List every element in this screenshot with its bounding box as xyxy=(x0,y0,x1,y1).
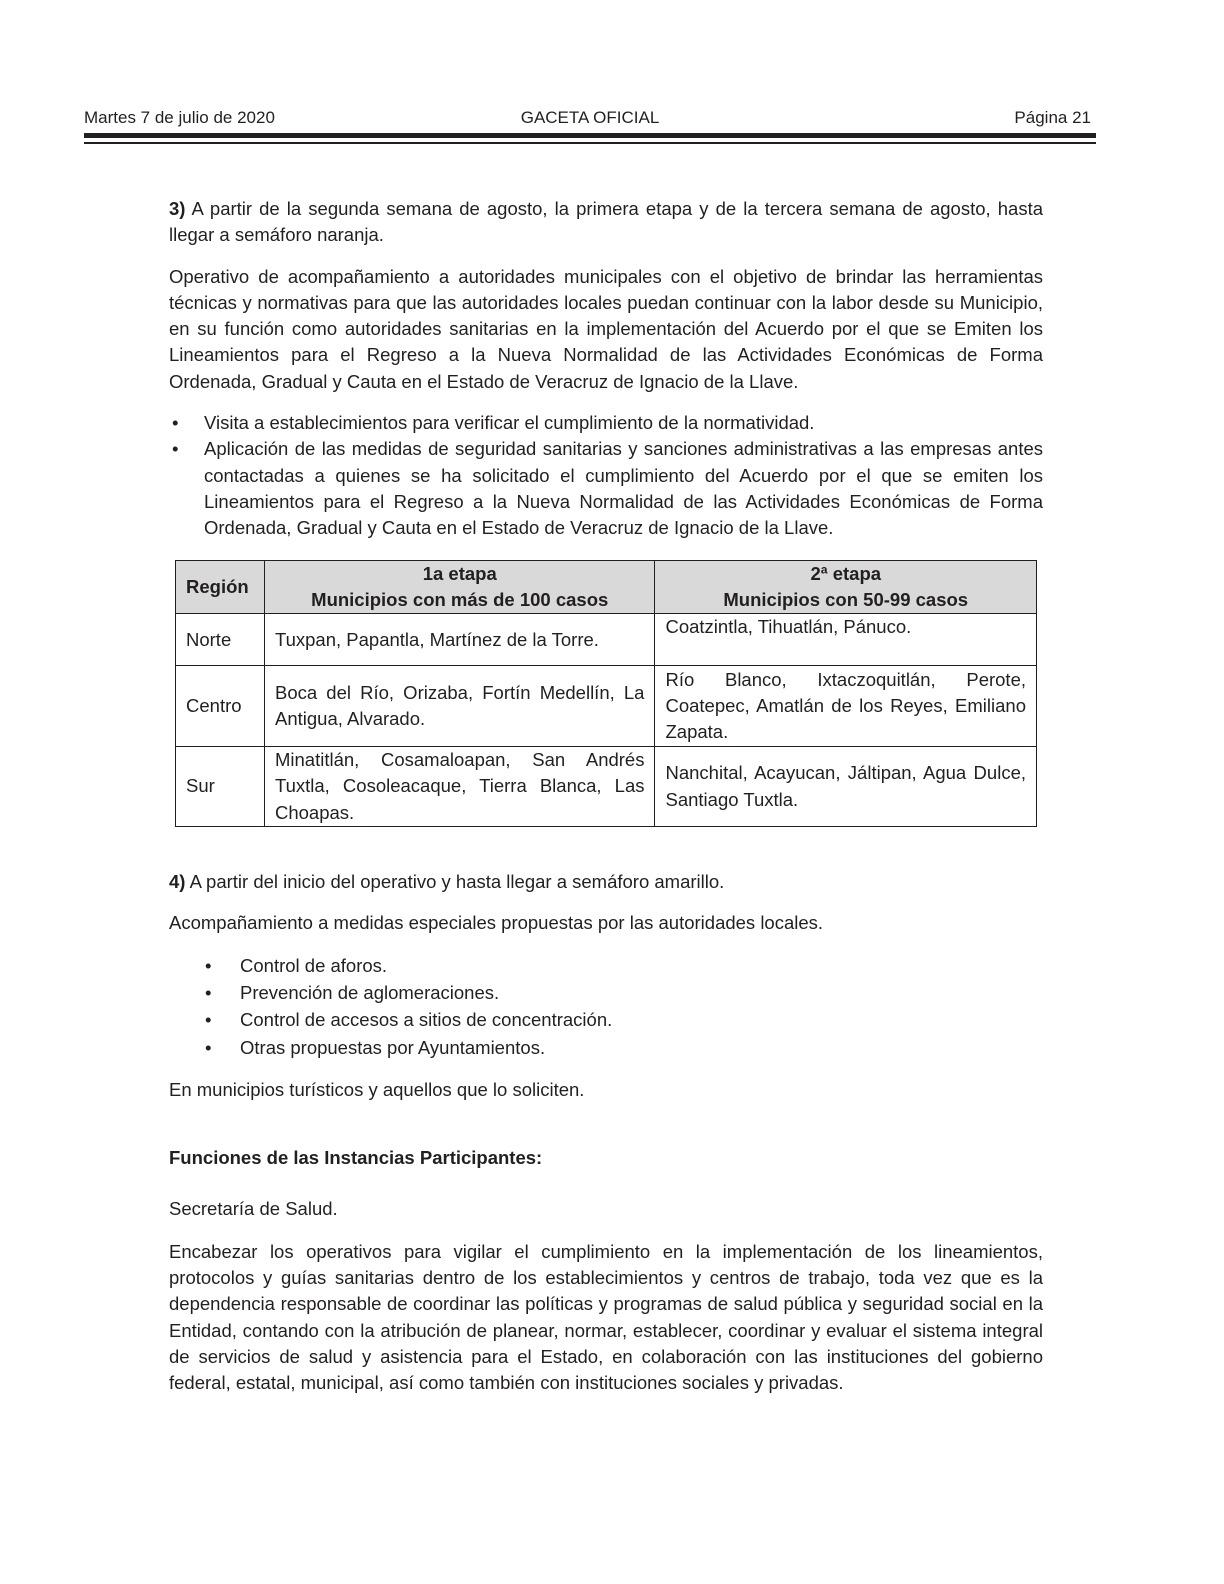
table-header-region: Región xyxy=(176,560,265,614)
table-header-stage-2 xyxy=(655,560,1037,614)
bullet-icon: • xyxy=(172,438,179,460)
list-item-text: Otras propuestas por Ayuntamientos. xyxy=(240,1036,546,1058)
stage-2-title: 2ª etapa xyxy=(810,562,882,584)
list-item xyxy=(169,980,1043,1006)
section-4-bullet-list xyxy=(169,953,1043,1061)
table-cell-stage-2: Río Blanco, Ixtaczoquitlán, Perote, Coatepec, Amatlán de los Reyes, Emiliano Zapata. xyxy=(655,666,1037,747)
regions-table xyxy=(175,560,1037,827)
header-title: GACETA OFICIAL xyxy=(520,108,660,127)
table-cell-stage-1: Boca del Río, Orizaba, Fortín Medellín, La Antigua, Alvarado. xyxy=(264,666,655,747)
section-4-number: 4) xyxy=(169,871,186,893)
page-header xyxy=(84,108,1096,132)
list-item-text: Visita a establecimientos para verificar el cumplimiento de la normatividad. xyxy=(204,412,815,434)
functions-heading-text: Funciones de las Instancias Participantes: xyxy=(169,1147,543,1169)
header-rule-thick xyxy=(84,133,1096,138)
section-3-lead-text: A partir de la segunda semana de agosto, la primera etapa y de la tercera semana de agosto, hasta llegar a semáforo naranja. xyxy=(169,198,1043,246)
section-3-number: 3) xyxy=(169,198,186,219)
bullet-icon: • xyxy=(205,1036,212,1058)
page-content xyxy=(169,196,1043,1397)
table-row xyxy=(176,614,1037,666)
table-cell-region: Sur xyxy=(176,747,265,827)
list-item-text: Control de accesos a sitios de concentración. xyxy=(240,1009,613,1031)
section-3-lead xyxy=(169,196,1043,249)
section-3-bullet-list xyxy=(169,410,1043,541)
section-3-paragraph: Operativo de acompañamiento a autoridades municipales con el objetivo de brindar las herramientas técnicas y normativas para que las autoridades locales puedan continuar con la labor desde su Municipio, en su función como autoridades sanitarias en la implementación del Acuerdo por el que se Emiten los Lineamientos para el Regreso a la Nueva Normalidad de las Actividades Económicas de Forma Ordenada, Gradual y Cauta en el Estado de Veracruz de Ignacio de la Llave. xyxy=(169,265,1043,392)
section-4-lead xyxy=(169,869,1043,895)
table-cell-stage-2: Coatzintla, Tihuatlán, Pánuco. xyxy=(655,614,1037,666)
header-date: Martes 7 de julio de 2020 xyxy=(84,108,275,127)
list-item xyxy=(169,1007,1043,1033)
section-4-closing: En municipios turísticos y aquellos que lo soliciten. xyxy=(169,1078,585,1100)
list-item-text: Control de aforos. xyxy=(240,954,388,976)
list-item-text: Prevención de aglomeraciones. xyxy=(240,981,500,1003)
header-rule-thin xyxy=(84,142,1096,144)
table-cell-region: Centro xyxy=(176,666,265,747)
table-cell-stage-1: Tuxpan, Papantla, Martínez de la Torre. xyxy=(264,614,655,666)
table-row xyxy=(176,747,1037,827)
section-4-intro: Acompañamiento a medidas especiales propuestas por las autoridades locales. xyxy=(169,912,824,934)
stage-1-title: 1a etapa xyxy=(422,562,497,584)
bullet-icon: • xyxy=(172,412,179,434)
table-cell-stage-2: Nanchital, Acayucan, Jáltipan, Agua Dulce, Santiago Tuxtla. xyxy=(655,747,1037,827)
header-page-number: Página 21 xyxy=(1014,108,1091,127)
list-item xyxy=(169,953,1043,979)
functions-heading xyxy=(169,1145,1043,1171)
list-item-text: Aplicación de las medidas de seguridad sanitarias y sanciones administrativas a las empresas antes contactadas a quienes se ha solicitado el cumplimiento del Acuerdo por el que se emiten los Lineamientos para el Regreso a la Nueva Normalidad de las Actividades Económicas de Forma Ordenada, Gradual y Cauta en el Estado de Veracruz de Ignacio de la Llave. xyxy=(204,438,1043,539)
table-header-row xyxy=(176,560,1037,614)
bullet-icon: • xyxy=(205,1009,212,1031)
list-item xyxy=(169,410,1043,436)
functions-paragraph: Encabezar los operativos para vigilar el cumplimiento en la implementación de los lineamientos, protocolos y guías sanitarias dentro de los establecimientos y centros de trabajo, toda vez que es la dependencia responsable de coordinar las políticas y programas de salud pública y seguridad social en la Entidad, contando con la atribución de planear, normar, establecer, coordinar y evaluar el sistema integral de servicios de salud y asistencia para el Estado, en colaboración con las instituciones del gobierno federal, estatal, municipal, así como también con instituciones sociales y privadas. xyxy=(169,1240,1043,1394)
stage-1-subtitle: Municipios con más de 100 casos xyxy=(311,588,609,610)
table-cell-region: Norte xyxy=(176,614,265,666)
list-item xyxy=(169,1035,1043,1061)
stage-2-subtitle: Municipios con 50-99 casos xyxy=(723,588,969,610)
functions-subheading: Secretaría de Salud. xyxy=(169,1198,338,1220)
bullet-icon: • xyxy=(205,954,212,976)
list-item xyxy=(169,436,1043,541)
table-row xyxy=(176,666,1037,747)
table-header-stage-1 xyxy=(264,560,655,614)
section-4-lead-text: A partir del inicio del operativo y hasta llegar a semáforo amarillo. xyxy=(185,871,725,893)
bullet-icon: • xyxy=(205,981,212,1003)
table-cell-stage-1: Minatitlán, Cosamaloapan, San Andrés Tuxtla, Cosoleacaque, Tierra Blanca, Las Choapas. xyxy=(264,747,655,827)
